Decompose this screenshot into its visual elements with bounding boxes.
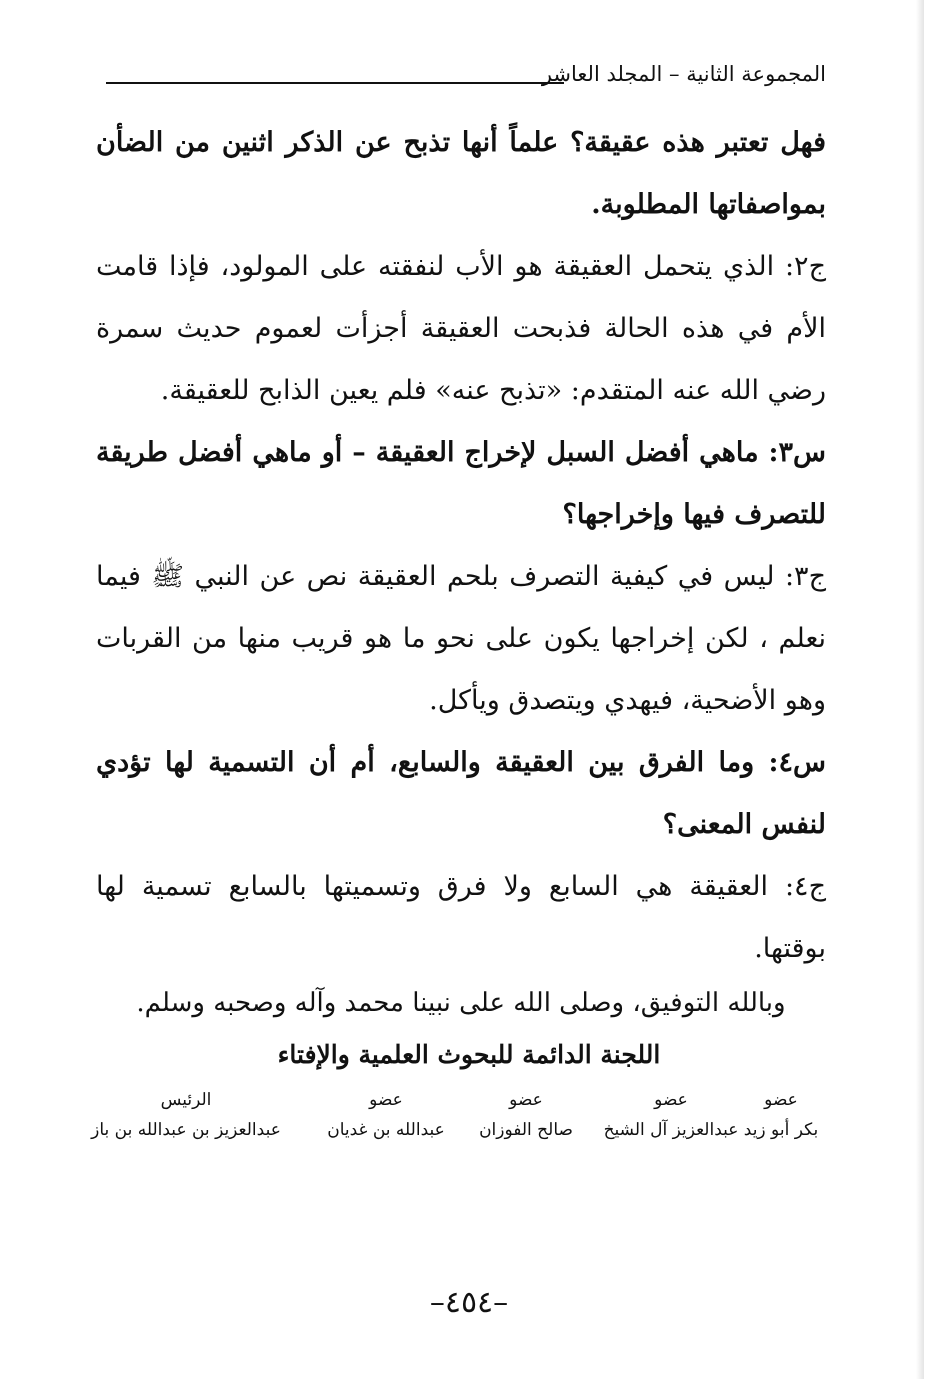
page-edge-shadow (916, 0, 924, 1379)
header-rule (106, 82, 564, 84)
header-title: المجموعة الثانية – المجلد العاشر (541, 62, 826, 86)
signatory (301, 1090, 471, 1140)
signatory-role: عضو (369, 1090, 403, 1110)
signatory-role: عضو (509, 1090, 543, 1110)
signatory-role: عضو (764, 1090, 798, 1110)
signatory-name: بكر أبو زيد (743, 1120, 819, 1140)
question-paragraph: س٣: ماهي أفضل السبل لإخراج العقيقة – أو ماهي أفضل طريقة للتصرف فيها وإخراجها؟ (96, 437, 826, 530)
signatory (586, 1090, 756, 1140)
signatory-name: عبدالعزيز بن عبدالله بن باز (91, 1120, 281, 1140)
page-number: –٤٥٤– (429, 1285, 509, 1320)
signatory-name: عبدالله بن غديان (327, 1120, 445, 1140)
signatory-role: عضو (654, 1090, 688, 1110)
running-header (106, 58, 826, 98)
signatory-role: الرئيس (160, 1090, 212, 1110)
signatory-name: عبدالعزيز آل الشيخ (603, 1120, 739, 1140)
committee-title: اللجنة الدائمة للبحوث العلمية والإفتاء (277, 1040, 661, 1069)
closing-line: وبالله التوفيق، وصلى الله على نبينا محمد وآله وصحبه وسلم. (136, 988, 786, 1018)
answer-paragraph: ج٣: ليس في كيفية التصرف بلحم العقيقة نص عن النبي ﷺ فيما نعلم ، لكن إخراجها يكون على نحو ما هو قريب منها من القربات وهو الأضحية، فيهدي ويتصدق ويأكل. (96, 561, 826, 716)
signatory (86, 1090, 286, 1140)
signatory-name: صالح الفوزان (479, 1120, 573, 1140)
question-paragraph: س٤: وما الفرق بين العقيقة والسابع، أم أن التسمية لها تؤدي لنفس المعنى؟ (96, 747, 826, 840)
answer-paragraph: ج٤: العقيقة هي السابع ولا فرق وتسميتها بالسابع تسمية لها بوقتها. (96, 871, 826, 964)
answer-paragraph: ج٢: الذي يتحمل العقيقة هو الأب لنفقته على المولود، فإذا قامت الأم في هذه الحالة فذبحت العقيقة أجزأت لعموم حديث سمرة رضي الله عنه المتقدم: «تذبح عنه» فلم يعين الذابح للعقيقة. (96, 251, 826, 406)
body-text (96, 112, 826, 980)
question-paragraph: فهل تعتبر هذه عقيقة؟ علماً أنها تذبح عن الذكر اثنين من الضأن بمواصفاتها المطلوبة. (96, 127, 826, 220)
